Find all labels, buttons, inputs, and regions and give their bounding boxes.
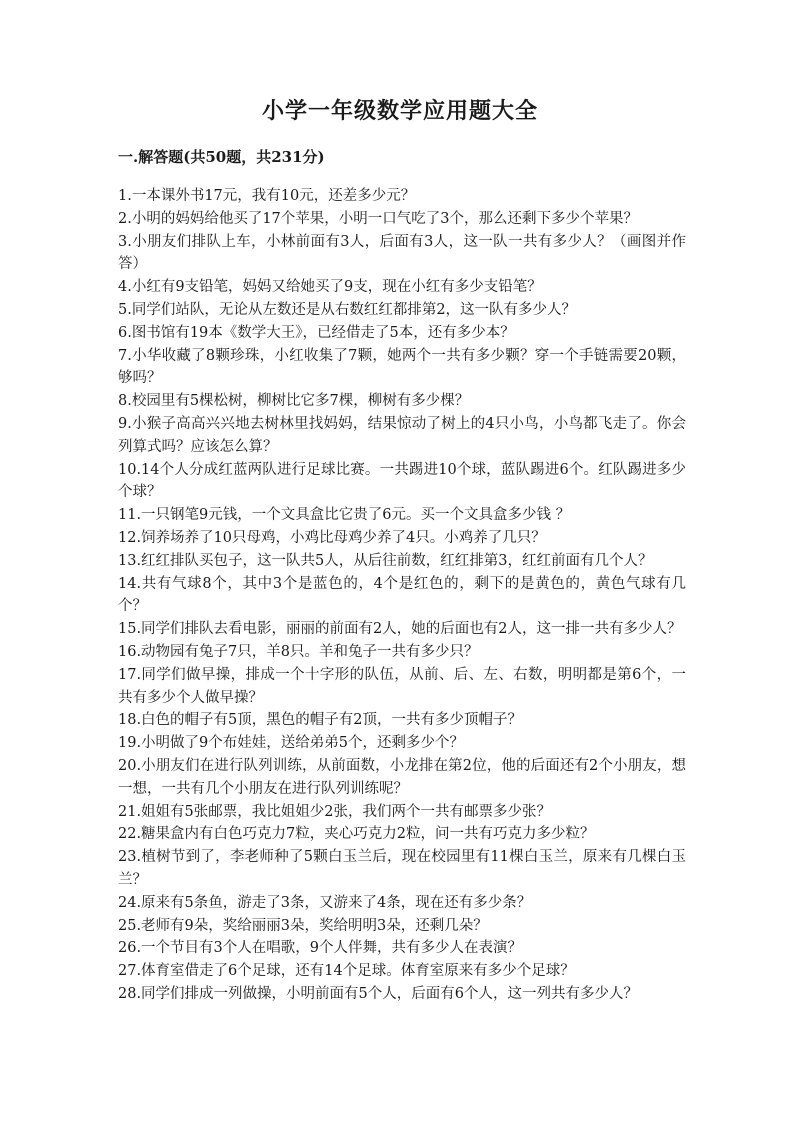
- question-12: 12.饲养场养了10只母鸡，小鸡比母鸡少养了4只。小鸡养了几只？: [118, 529, 546, 546]
- question-18: 18.白色的帽子有5顶，黑色的帽子有2顶，一共有多少顶帽子？: [118, 712, 523, 729]
- question-2: 2.小明的妈妈给他买了17个苹果，小明一口气吃了3个，那么还剩下多少个苹果？: [118, 210, 639, 227]
- question-28: 28.同学们排成一列做操，小明前面有5个人，后面有6个人，这一列共有多少人？: [118, 985, 639, 1002]
- question-9: 9.小猴子高高兴兴地去树林里找妈妈，结果惊动了树上的4只小鸟，小鸟都飞走了。你会列算式吗？应该怎么算？: [118, 415, 686, 455]
- question-20: 20.小朋友们在进行队列训练，从前面数，小龙排在第2位，他的后面还有2个小朋友，想一想，一共有几个小朋友在进行队列训练呢？: [118, 757, 686, 797]
- question-26: 26.一个节目有3个人在唱歌，9个人伴舞，共有多少人在表演？: [118, 940, 523, 957]
- question-5: 5.同学们站队，无论从左数还是从右数红红都排第2，这一队有多少人？: [118, 301, 577, 318]
- question-16: 16.动物园有兔子7只，羊8只。羊和兔子一共有多少只？: [118, 643, 479, 660]
- question-15: 15.同学们排队去看电影，丽丽的前面有2人，她的后面也有2人，这一排一共有多少人？: [118, 621, 682, 638]
- question-list: [118, 185, 686, 1006]
- question-13: 13.红红排队买包子，这一队共5人，从后往前数，红红排第3，红红前面有几个人？: [118, 552, 653, 569]
- question-21: 21.姐姐有5张邮票，我比姐姐少2张，我们两个一共有邮票多少张？: [118, 803, 552, 820]
- question-24: 24.原来有5条鱼，游走了3条，又游来了4条，现在还有多少条？: [118, 894, 532, 911]
- question-19: 19.小明做了9个布娃娃，送给弟弟5个，还剩多少个？: [118, 735, 465, 752]
- question-14: 14.共有气球8个，其中3个是蓝色的，4个是红色的，剩下的是黄色的，黄色气球有几个？: [118, 575, 686, 615]
- question-1: 1.一本课外书17元，我有10元，还差多少元？: [118, 188, 416, 204]
- question-6: 6.图书馆有19本《数学大王》，已经借走了5本，还有多少本？: [118, 324, 515, 341]
- question-3: 3.小朋友们排队上车，小林前面有3人，后面有3人，这一队一共有多少人？（画图并作答）: [118, 233, 686, 273]
- question-10: 10.14个人分成红蓝两队进行足球比赛。一共踢进10个球，蓝队踢进6个。红队踢进多少个球？: [118, 461, 686, 501]
- question-11: 11.一只钢笔9元钱，一个文具盒比它贵了6元。买一个文具盒多少钱 ？: [118, 507, 571, 524]
- question-4: 4.小红有9支铅笔，妈妈又给她买了9支，现在小红有多少支铅笔？: [118, 279, 542, 296]
- section-heading: 一.解答题(共50题，共231分): [118, 148, 325, 166]
- question-25: 25.老师有9朵，奖给丽丽3朵，奖给明明3朵，还剩几朵？: [118, 917, 488, 934]
- page-title: 小学一年级数学应用题大全: [261, 98, 538, 124]
- question-17: 17.同学们做早操，排成一个十字形的队伍，从前、后、左、右数，明明都是第6个，一共有多少个人做早操？: [118, 666, 686, 706]
- question-8: 8.校园里有5棵松树，柳树比它多7棵，柳树有多少棵？: [118, 393, 470, 410]
- question-23: 23.植树节到了，李老师种了5颗白玉兰后，现在校园里有11棵白玉兰，原来有几棵白玉兰？: [118, 849, 686, 888]
- question-22: 22.糖果盒内有白色巧克力7粒，夹心巧克力2粒，问一共有巧克力多少粒？: [118, 826, 595, 843]
- question-7: 7.小华收藏了8颗珍珠，小红收集了7颗，她两个一共有多少颗？穿一个手链需要20颗，够吗？: [118, 347, 686, 387]
- question-27: 27.体育室借走了6个足球，还有14个足球。体育室原来有多少个足球？: [118, 963, 575, 980]
